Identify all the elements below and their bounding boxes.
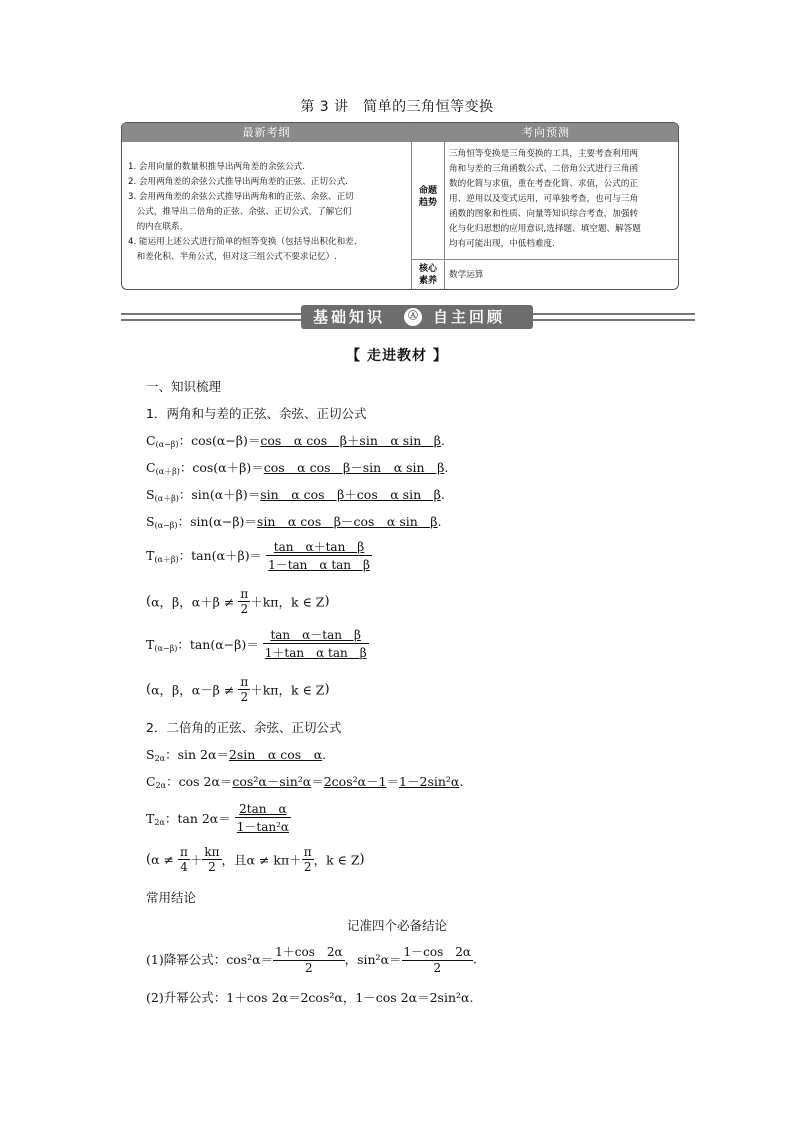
fraction-denominator: 2 [238, 601, 250, 616]
formula-rhs: 1－2sin²α [399, 774, 460, 789]
formula-lhs: (1)降幂公式：cos²α＝ [146, 952, 274, 967]
banner-right: 自主回顾 [433, 308, 506, 326]
condition-text: ，k ∈ Z [313, 852, 360, 868]
fraction-numerator: π [240, 675, 249, 689]
must-know-heading: 记准四个必备结论 [346, 918, 447, 933]
kpi-half-fraction [202, 845, 221, 874]
trend-label-line: 趋势 [418, 198, 437, 208]
banner-left: 基础知识 [313, 308, 386, 326]
syllabus-item: 2. 会用两角差的余弦公式推导出两角差的正弦、正切公式. [128, 177, 348, 187]
fraction-numerator: tan α＋tan β [273, 540, 365, 554]
formula-rhs: cos α cos β－sin α sin β [263, 460, 445, 475]
formula-lhs: ：sin(α−β)＝ [177, 514, 257, 529]
formula-t-minus: $T_{(\alpha-\beta)}$：tan(α−β)＝ $\frac{\text{tan α－tan β}}{\text{1＋tan α tan β}}$ [146, 628, 367, 660]
formula-sub: 2α [154, 817, 165, 827]
core-label-line: 核心 [418, 264, 437, 274]
pi-half-fraction [302, 845, 314, 874]
syllabus-item: 的内在联系. [128, 222, 183, 232]
condition-1: (α，β，α＋β ≠ $\frac{\pi}{2}$ ＋kπ，k ∈ Z) [146, 587, 330, 616]
heading-1: 一、知识梳理 [146, 379, 222, 394]
formula-sub: 2α [155, 781, 167, 790]
formula-sub: (α−β) [154, 521, 178, 530]
pi-half-fraction [238, 587, 250, 616]
formula-lhs: ：cos 2α＝ [166, 774, 233, 789]
core-value: 数学运算 [449, 270, 484, 280]
formula-label: S [146, 747, 155, 762]
formula-t-plus: $T_{(\alpha+\beta)}$：tan(α＋β)＝ $\frac{\text{tan α＋tan β}}{\text{1－tan α tan β}}$ [146, 540, 370, 572]
trend-label [413, 185, 443, 209]
formula-c2: $C_{2\alpha}$：cos 2α＝cos²α－sin²α＝2cos²α－1＝1－2sin²α. [146, 774, 464, 790]
formula-c-minus: $C_{(\alpha-\beta)}$：cos(α−β)＝cos α cos β＋sin α sin β. [146, 433, 445, 449]
condition-text: ＋kπ，k ∈ Z [250, 594, 325, 610]
formula-rhs: cos²α－sin²α [232, 774, 312, 789]
trend-line: 角和与差的三角函数公式、二倍角公式进行三角函 [449, 164, 639, 174]
fraction-denominator: 2 [402, 960, 473, 975]
trend-line: 三角恒等变换是三角变换的工具，主要考查利用两 [449, 149, 639, 159]
core-label-line: 素养 [418, 276, 437, 286]
trend-text [449, 147, 677, 252]
fraction-denominator: 4 [178, 859, 190, 874]
condition-text: α，β，α＋β ≠ [151, 594, 239, 610]
fraction-numerator: kπ [204, 845, 220, 859]
condition-text: ＋kπ，k ∈ Z [250, 682, 325, 698]
syllabus-list [128, 160, 408, 265]
formula-sub: (α−β) [155, 440, 179, 449]
formula-s2: $S_{2\alpha}$：sin 2α＝2sin α cos α. [146, 747, 327, 763]
fraction-numerator: π [179, 845, 188, 859]
core-label [413, 263, 443, 287]
power-raise-formula: (2)升幂公式：1＋cos 2α＝2cos²α，1－cos 2α＝2sin²α. [146, 990, 474, 1005]
trend-line: 化与化归思想的应用意识,选择题、填空题、解答题 [449, 224, 641, 234]
formula-rhs: cos α cos β＋sin α sin β [260, 433, 441, 448]
power-reduction-formula: (1)降幂公式：cos²α＝ $\frac{1+\cos 2\alpha}{2}$ ，sin²α＝ $\frac{1-\cos 2\alpha}{2}$ . [146, 945, 477, 975]
formula-lhs: ：sin(α＋β)＝ [178, 487, 261, 502]
formula-label: C [146, 774, 156, 789]
formula-sub: (α＋β) [155, 467, 180, 476]
trend-line: 用、逆用以及变式运用，可单独考查，也可与三角 [449, 194, 639, 204]
formula-lhs: ：tan 2α＝ [164, 810, 231, 826]
fraction-numerator: π [303, 845, 312, 859]
formula-sub: (α＋β) [154, 494, 179, 503]
fraction-numerator: 2tan α [239, 802, 287, 816]
common-conclusions-heading: 常用结论 [146, 890, 197, 905]
fraction-denominator: 2 [238, 689, 250, 704]
syllabus-item: 4. 能运用上述公式进行简单的恒等变换（包括导出积化和差、 [128, 237, 363, 247]
formula-s-plus: $S_{(\alpha+\beta)}$：sin(α＋β)＝sin α cos β＋cos α sin β. [146, 487, 445, 503]
fraction-denominator: 1＋tan α tan β [263, 643, 369, 661]
tan-double-fraction [235, 800, 291, 835]
banner-badge-icon: Ⓐ [404, 308, 422, 326]
heading-3: 2．二倍角的正弦、余弦、正切公式 [146, 720, 342, 735]
cos-sq-fraction [273, 943, 344, 975]
pi-quarter-fraction [178, 845, 190, 874]
formula-sub: 2α [154, 754, 166, 763]
formula-label: T [146, 810, 155, 826]
section-banner [121, 305, 695, 329]
syllabus-header: 最新考纲 [122, 123, 411, 142]
formula-sub: (α＋β) [154, 555, 179, 564]
banner-plate [301, 305, 533, 329]
formula-label: C [146, 460, 156, 475]
section-heading: 【 走进教材 】 [346, 348, 448, 364]
condition-text: ，且α ≠ kπ＋ [221, 852, 302, 868]
fraction-numerator: π [240, 587, 249, 601]
syllabus-table [121, 122, 679, 290]
fraction-numerator: 1＋cos 2α [275, 945, 343, 959]
trend-header: 考向预测 [412, 123, 679, 142]
formula-rhs: 2cos²α－1 [323, 774, 387, 789]
fraction-denominator: 2 [302, 859, 314, 874]
formula-lhs: ：tan(α−β)＝ [177, 636, 259, 652]
fraction-numerator: 1－cos 2α [403, 945, 471, 959]
formula-s-minus: $S_{(\alpha-\beta)}$：sin(α−β)＝sin α cos β－cos α sin β. [146, 514, 442, 530]
formula-t2 [146, 800, 291, 835]
fraction-denominator: 1－tan²α [235, 817, 291, 835]
trend-line: 数的化简与求值，重在考查化简、求值，公式的正 [449, 179, 639, 189]
fraction-denominator: 1－tan α tan β [266, 555, 372, 573]
tan-diff-fraction [263, 626, 369, 661]
condition-text: α，β，α－β ≠ [151, 682, 239, 698]
tan-sum-fraction [266, 538, 372, 573]
condition-text: α ≠ [151, 852, 178, 867]
heading-2: 1．两角和与差的正弦、余弦、正切公式 [146, 406, 367, 421]
formula-lhs: ：cos(α＋β)＝ [179, 460, 264, 475]
syllabus-item: 1. 会用向量的数量积推导出两角差的余弦公式. [128, 162, 305, 172]
formula-lhs: ：tan(α＋β)＝ [178, 548, 263, 563]
formula-label: C [146, 433, 156, 448]
formula-mid: ，sin²α＝ [344, 952, 402, 967]
formula-rhs: sin α cos β－cos α sin β [256, 514, 438, 529]
syllabus-item: 公式，推导出二倍角的正弦、余弦、正切公式，了解它们 [128, 207, 352, 217]
formula-rhs: sin α cos β＋cos α sin β [260, 487, 441, 502]
trend-label-line: 命题 [418, 186, 437, 196]
formula-c-plus: $C_{(\alpha+\beta)}$：cos(α＋β)＝cos α cos β－sin α sin β. [146, 460, 449, 476]
fraction-numerator: tan α－tan β [270, 628, 361, 642]
fraction-denominator: 2 [202, 859, 221, 874]
formula-rhs: 2sin α cos α [228, 747, 323, 762]
page-title: 第 3 讲 简单的三角恒等变换 [300, 99, 494, 115]
fraction-denominator: 2 [273, 960, 344, 975]
trend-line: 均有可能出现，中低档难度. [449, 239, 555, 249]
formula-lhs: ：cos(α−β)＝ [178, 433, 261, 448]
pi-half-fraction [238, 675, 250, 704]
condition-2: (α，β，α－β ≠ $\frac{\pi}{2}$ ＋kπ，k ∈ Z) [146, 675, 330, 704]
syllabus-item: 3. 会用两角差的余弦公式推导出两角和的正弦、余弦、正切 [128, 192, 354, 202]
trend-line: 函数的图象和性质、向量等知识综合考查，加强转 [449, 209, 639, 219]
sin-sq-fraction [402, 943, 473, 975]
syllabus-item: 和差化积、半角公式，但对这三组公式不要求记忆）. [128, 252, 337, 262]
formula-lhs: ：sin 2α＝ [165, 747, 229, 762]
condition-3: (α ≠ $\frac{\pi}{4}$ ＋ $\frac{k\pi}{2}$ ，且α ≠ kπ＋ $\frac{\pi}{2}$ ，k ∈ Z) [146, 845, 365, 874]
formula-sub: (α−β) [154, 643, 178, 653]
